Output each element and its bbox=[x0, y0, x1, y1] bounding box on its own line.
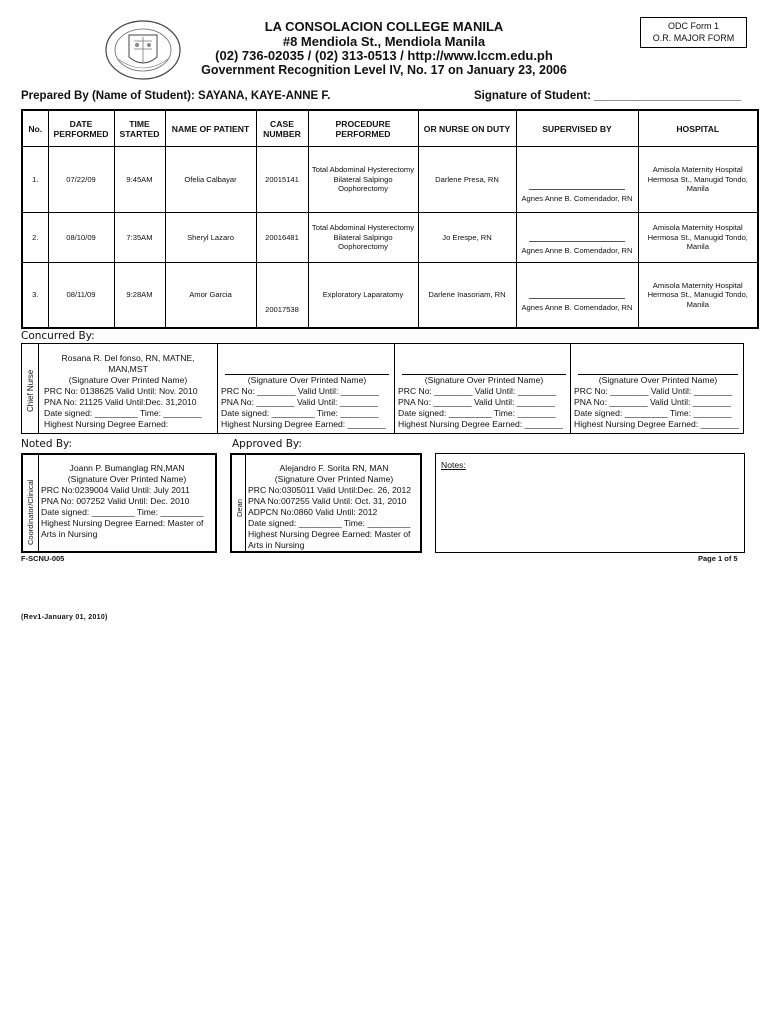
date-signed-line: Date signed: _________ Time: _________ bbox=[248, 518, 411, 528]
row-patient: Sheryl Lazaro bbox=[165, 213, 256, 263]
page-number: Page 1 of 5 bbox=[698, 554, 738, 563]
row-no: 3. bbox=[22, 263, 48, 329]
row-hospital: Amisola Maternity Hospital Hermosa St., Manugid Tondo, Manila bbox=[638, 147, 758, 213]
prc-line: PRC No:0305011 Valid Until:Dec. 26, 2012 bbox=[248, 485, 412, 495]
row-date: 08/10/09 bbox=[48, 213, 114, 263]
row-hospital: Amisola Maternity Hospital Hermosa St., Manugid Tondo, Manila bbox=[638, 263, 758, 329]
row-date: 07/22/09 bbox=[48, 147, 114, 213]
row-patient: Ofelia Calbayar bbox=[165, 147, 256, 213]
degree-line: Highest Nursing Degree Earned: Master of Arts in Nursing bbox=[248, 529, 411, 550]
supervisor-name: Agnes Anne B. Comendador, RN bbox=[521, 303, 633, 313]
degree-line: Highest Nursing Degree Earned: bbox=[44, 419, 169, 429]
date-signed-line: Date signed: _________ Time: ________ bbox=[44, 408, 202, 418]
signature-caption: (Signature Over Printed Name) bbox=[424, 375, 544, 385]
dean-side-label: Dean bbox=[235, 499, 244, 517]
pna-line: PNA No: 21125 Valid Until:Dec. 31,2010 bbox=[44, 397, 197, 407]
signature-caption: (Signature Over Printed Name) bbox=[67, 474, 187, 484]
signature-line bbox=[529, 298, 625, 299]
or-cases-table bbox=[21, 109, 759, 329]
signature-caption: (Signature Over Printed Name) bbox=[274, 474, 394, 484]
supervisor-name: Agnes Anne B. Comendador, RN bbox=[521, 194, 633, 204]
row-nurse: Darlene Presa, RN bbox=[418, 147, 516, 213]
chief-nurse-side-label: Chief Nurse bbox=[26, 369, 35, 412]
revision-note: (Rev1-January 01, 2010) bbox=[21, 614, 108, 621]
pna-line: PNA No: ________ Valid Until: ________ bbox=[574, 397, 732, 407]
adpcn-line: ADPCN No:0860 Valid Until: 2012 bbox=[248, 507, 378, 517]
divider bbox=[245, 455, 246, 551]
signature-line bbox=[529, 189, 625, 190]
supervisor-name: Agnes Anne B. Comendador, RN bbox=[521, 246, 633, 256]
degree-line: Highest Nursing Degree Earned: Master of Arts in Nursing bbox=[41, 518, 204, 539]
row-case: 20015141 bbox=[256, 147, 308, 213]
row-date: 08/11/09 bbox=[48, 263, 114, 329]
signature-caption: (Signature Over Printed Name) bbox=[598, 375, 718, 385]
row-supervisor bbox=[516, 213, 638, 263]
divider bbox=[570, 344, 571, 433]
form-id-line1: ODC Form 1 bbox=[667, 21, 719, 31]
date-signed-line: Date signed: _________ Time: ________ bbox=[221, 408, 379, 418]
coordinator-side-label: Coordinator/Clinical bbox=[26, 479, 35, 545]
concurred-panel-3 bbox=[396, 344, 572, 433]
header-date: DATE PERFORMED bbox=[48, 110, 114, 147]
header-procedure: PROCEDURE PERFORMED bbox=[308, 110, 418, 147]
prepared-by-label: Prepared By (Name of Student): bbox=[21, 90, 195, 102]
noted-signature-box bbox=[21, 453, 217, 553]
divider bbox=[38, 455, 39, 551]
row-procedure: Total Abdominal Hysterectomy Bilateral Salpingo Oophorectomy bbox=[308, 147, 418, 213]
signatory-name: Alejandro F. Sorita RN, MAN bbox=[279, 463, 389, 473]
row-hospital: Amisola Maternity Hospital Hermosa St., Manugid Tondo, Manila bbox=[638, 213, 758, 263]
row-patient: Amor Garcia bbox=[165, 263, 256, 329]
notes-box bbox=[435, 453, 745, 553]
pna-line: PNA No: ________ Valid Until: ________ bbox=[221, 397, 379, 407]
table-row bbox=[22, 263, 758, 329]
row-case: 20016481 bbox=[256, 213, 308, 263]
row-time: 9:28AM bbox=[114, 263, 165, 329]
header-no: No. bbox=[22, 110, 48, 147]
row-procedure: Exploratory Laparatomy bbox=[308, 263, 418, 329]
notes-label: Notes: bbox=[441, 460, 466, 470]
row-no: 2. bbox=[22, 213, 48, 263]
date-signed-line: Date signed: _________ Time: _________ bbox=[41, 507, 204, 517]
concurred-panel-2 bbox=[219, 344, 395, 433]
prc-line: PRC No: ________ Valid Until: ________ bbox=[398, 386, 556, 396]
concurred-by-label: Concurred By: bbox=[21, 330, 95, 342]
signature-line bbox=[529, 241, 625, 242]
date-signed-line: Date signed: _________ Time: ________ bbox=[398, 408, 556, 418]
signatory-name: Rosana R. Del fonso, RN, MATNE, MAN,MST bbox=[61, 353, 195, 374]
row-time: 7:35AM bbox=[114, 213, 165, 263]
signature-caption: (Signature Over Printed Name) bbox=[247, 375, 367, 385]
approved-signature-box bbox=[230, 453, 422, 553]
divider bbox=[394, 344, 395, 433]
degree-line: Highest Nursing Degree Earned: ________ bbox=[221, 419, 386, 429]
pna-line: PNA No: ________ Valid Until: ________ bbox=[398, 397, 556, 407]
row-nurse: Darlene Inasoriam, RN bbox=[418, 263, 516, 329]
header-supervisor: SUPERVISED BY bbox=[516, 110, 638, 147]
row-supervisor bbox=[516, 147, 638, 213]
table-header-row bbox=[22, 110, 758, 147]
pna-line: PNA No:007255 Valid Until: Oct. 31, 2010 bbox=[248, 496, 407, 506]
pna-line: PNA No: 007252 Valid Until: Dec. 2010 bbox=[41, 496, 190, 506]
divider bbox=[38, 344, 39, 433]
signatory-name: Joann P. Bumanglag RN,MAN bbox=[69, 463, 185, 473]
student-signature-field: Signature of Student: _______________________ bbox=[474, 90, 742, 102]
college-address: #8 Mendiola St., Mendiola Manila bbox=[282, 34, 486, 49]
prepared-by bbox=[21, 90, 330, 102]
row-supervisor bbox=[516, 263, 638, 329]
row-time: 9:45AM bbox=[114, 147, 165, 213]
row-nurse: Jo Erespe, RN bbox=[418, 213, 516, 263]
header-hospital: HOSPITAL bbox=[638, 110, 758, 147]
header-time: TIME STARTED bbox=[114, 110, 165, 147]
signature-caption: (Signature Over Printed Name) bbox=[68, 375, 188, 385]
prc-line: PRC No:0239004 Valid Until: July 2011 bbox=[41, 485, 190, 495]
approved-panel bbox=[248, 463, 420, 551]
student-name: SAYANA, KAYE-ANNE F. bbox=[198, 90, 331, 102]
header-nurse: OR NURSE ON DUTY bbox=[418, 110, 516, 147]
form-code: F-SCNU-005 bbox=[21, 554, 65, 563]
degree-line: Highest Nursing Degree Earned: ________ bbox=[398, 419, 563, 429]
noted-panel bbox=[41, 463, 213, 540]
form-id-line2: O.R. MAJOR FORM bbox=[652, 33, 735, 43]
table-row bbox=[22, 147, 758, 213]
form-id-box bbox=[640, 17, 747, 48]
degree-line: Highest Nursing Degree Earned: ________ bbox=[574, 419, 739, 429]
concurred-panel-4 bbox=[572, 344, 744, 433]
concurred-panel-1 bbox=[40, 344, 216, 433]
prc-line: PRC No: ________ Valid Until: ________ bbox=[574, 386, 732, 396]
prc-line: PRC No: 0138625 Valid Until: Nov. 2010 bbox=[44, 386, 198, 396]
college-contact: (02) 736-02035 / (02) 313-0513 / http://www.lccm.edu.ph bbox=[215, 48, 553, 63]
row-no: 1. bbox=[22, 147, 48, 213]
prc-line: PRC No: ________ Valid Until: ________ bbox=[221, 386, 379, 396]
concurred-signature-box bbox=[21, 343, 744, 434]
college-name: LA CONSOLACION COLLEGE MANILA bbox=[264, 19, 504, 34]
table-row bbox=[22, 213, 758, 263]
row-procedure: Total Abdominal Hysterectomy Bilateral Salpingo Oophorectomy bbox=[308, 213, 418, 263]
government-recognition: Government Recognition Level IV, No. 17 on January 23, 2006 bbox=[201, 63, 567, 77]
approved-by-label: Approved By: bbox=[232, 438, 302, 450]
date-signed-line: Date signed: _________ Time: ________ bbox=[574, 408, 732, 418]
row-case: 20017538 bbox=[256, 263, 308, 329]
header-patient: NAME OF PATIENT bbox=[165, 110, 256, 147]
noted-by-label: Noted By: bbox=[21, 438, 73, 450]
header-case: CASE NUMBER bbox=[256, 110, 308, 147]
divider bbox=[217, 344, 218, 433]
